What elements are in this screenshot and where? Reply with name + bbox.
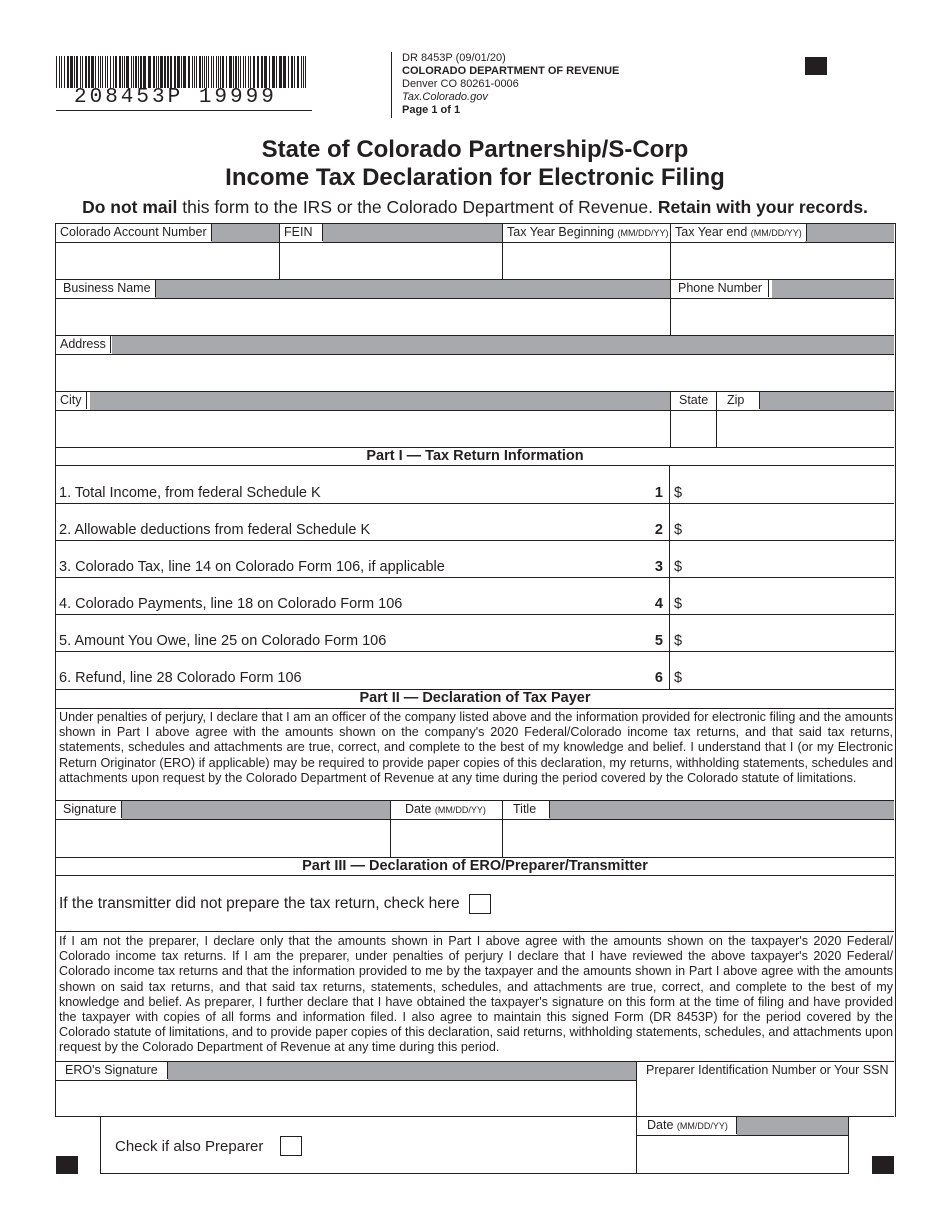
phone-number-label: Phone Number <box>671 280 769 297</box>
business-name-label: Business Name <box>56 280 156 297</box>
ero-signature-label: ERO's Signature <box>56 1062 168 1079</box>
state-input[interactable] <box>671 411 715 447</box>
part1-line-4-number: 4 <box>654 596 663 612</box>
preparer-id-label: Preparer Identification Number or Your SSN <box>646 1063 889 1077</box>
part1-line-3-number: 3 <box>654 559 663 575</box>
also-preparer-label: Check if also Preparer <box>115 1138 264 1155</box>
signature-input[interactable] <box>56 820 389 856</box>
part1-line-6-dollar: $ <box>674 670 683 686</box>
part1-line-1-label: 1. Total Income, from federal Schedule K <box>59 485 321 501</box>
form-id: DR 8453P (09/01/20) <box>402 52 506 64</box>
part1-line-4-input[interactable] <box>686 578 893 614</box>
account-number-label: Colorado Account Number <box>56 224 212 241</box>
tax-year-end-label: Tax Year end (MM/DD/YY) <box>671 224 807 241</box>
part1-line-5-input[interactable] <box>686 615 893 651</box>
title-line-2: Income Tax Declaration for Electronic Filing <box>225 164 725 191</box>
department-address: Denver CO 80261-0006 <box>402 78 519 90</box>
date-label: Date (MM/DD/YY) <box>391 801 503 818</box>
page-title <box>0 136 950 192</box>
part1-line-5-dollar: $ <box>674 633 683 649</box>
zip-label: Zip <box>717 392 760 409</box>
part1-line-4-label: 4. Colorado Payments, line 18 on Colorado Form 106 <box>59 596 403 612</box>
part2-title: Part II — Declaration of Tax Payer <box>359 690 591 706</box>
signature-label: Signature <box>56 801 122 818</box>
part3-title: Part III — Declaration of ERO/Preparer/Transmitter <box>302 858 648 874</box>
also-preparer-checkbox[interactable] <box>280 1136 302 1156</box>
fein-input[interactable] <box>280 243 501 278</box>
part1-line-2-label: 2. Allowable deductions from federal Schedule K <box>59 522 371 538</box>
title-label: Title <box>503 801 550 818</box>
registration-mark-bottom-right <box>872 1156 894 1174</box>
zip-input[interactable] <box>717 411 893 447</box>
fein-label: FEIN <box>280 224 323 241</box>
preparer-id-input[interactable] <box>637 1081 893 1116</box>
page-number: Page 1 of 1 <box>402 104 461 116</box>
address-label: Address <box>56 336 111 353</box>
barcode <box>56 54 312 112</box>
instruction-bold-2: Retain with your records. <box>657 197 868 217</box>
instruction-bold-1: Do not mail <box>82 197 178 217</box>
part1-line-1-number: 1 <box>654 485 663 501</box>
part1-line-6-input[interactable] <box>686 652 893 688</box>
part1-title: Part I — Tax Return Information <box>366 448 584 464</box>
transmitter-check-label: If the transmitter did not prepare the tax return, check here <box>59 895 460 912</box>
part1-line-3-input[interactable] <box>686 541 893 577</box>
barcode-number: 208453P 19999 <box>74 86 277 109</box>
title-line-1: State of Colorado Partnership/S-Corp <box>261 136 689 163</box>
instruction-line <box>0 197 950 218</box>
tax-year-beginning-input[interactable] <box>503 243 669 278</box>
date-input[interactable] <box>391 820 501 856</box>
part1-line-1-input[interactable] <box>686 467 893 503</box>
transmitter-checkbox[interactable] <box>469 894 491 914</box>
tax-year-beginning-label: Tax Year Beginning (MM/DD/YY) <box>503 224 669 241</box>
preparer-date-input[interactable] <box>637 1136 847 1172</box>
part1-line-2-input[interactable] <box>686 504 893 540</box>
part1-line-2-number: 2 <box>654 522 663 538</box>
city-input[interactable] <box>56 411 669 447</box>
part1-line-1-dollar: $ <box>674 485 683 501</box>
business-name-input[interactable] <box>56 299 669 335</box>
part1-line-4-dollar: $ <box>674 596 683 612</box>
part2-declaration-text: Under penalties of perjury, I declare that I am an officer of the company listed above and the information provided for electronic filing and the amounts shown in Part I above agree with the amounts shown on the company's 2020 Federal/Colorado income tax returns, and that said tax returns, statements, schedules and attachments are true, correct, and complete to the best of my knowledge and belief. I understand that I (or my Electronic Return Originator (ERO) if applicable) may be required to provide paper copies of this declaration, my returns, withholding statements, schedules and attachments upon request by the Colorado Department of Revenue at any time during the period covered by the Colorado statute of limitations. <box>59 710 893 785</box>
part1-line-6-label: 6. Refund, line 28 Colorado Form 106 <box>59 670 302 686</box>
address-input[interactable] <box>56 355 893 391</box>
state-label: State <box>671 392 719 409</box>
registration-mark-top-right <box>805 57 827 75</box>
form-header-info <box>391 52 632 118</box>
part3-declaration-text: If I am not the preparer, I declare only that the amounts shown in Part I above agree with the amounts shown on the taxpayer's 2020 Federal/ Colorado income tax returns. If I am the preparer, under penalties of perjury I declare that I have reviewed the above taxpayer's 2020 Federal/ Colorado income tax returns and that the information provided to me by the taxpayer and the amounts shown in Part I above agree with the amounts shown on said tax returns, and that said tax returns, statements, schedules, and attachments are true, correct, and complete to the best of my knowledge and belief. As preparer, I further declare that I have obtained the taxpayer's signature on this form at the time of filing and have provided the taxpayer with copies of all forms and information filed. I also agree to maintain this signed Form (DR 8453P) for the period covered by the Colorado statute of limitations, and to provide paper copies of this declaration, said returns, withholding statements, schedules, and attachments upon request by the Colorado Department of Revenue at any time during this period. <box>59 934 893 1055</box>
title-input[interactable] <box>503 820 893 856</box>
part1-line-3-dollar: $ <box>674 559 683 575</box>
phone-number-input[interactable] <box>671 299 893 335</box>
part1-line-2-dollar: $ <box>674 522 683 538</box>
part1-line-5-number: 5 <box>654 633 663 649</box>
part1-line-5-label: 5. Amount You Owe, line 25 on Colorado Form 106 <box>59 633 387 649</box>
registration-mark-bottom-left <box>56 1156 78 1174</box>
part1-line-6-number: 6 <box>654 670 663 686</box>
barcode-bars <box>56 56 310 88</box>
ero-signature-input[interactable] <box>56 1081 635 1116</box>
department-name: COLORADO DEPARTMENT OF REVENUE <box>402 65 620 77</box>
city-label: City <box>56 392 87 409</box>
tax-year-end-input[interactable] <box>671 243 893 278</box>
department-website: Tax.Colorado.gov <box>402 91 488 103</box>
account-number-input[interactable] <box>56 243 278 278</box>
preparer-date-label: Date (MM/DD/YY) <box>641 1117 737 1134</box>
part1-line-3-label: 3. Colorado Tax, line 14 on Colorado Form 106, if applicable <box>59 559 445 575</box>
instruction-text: this form to the IRS or the Colorado Department of Revenue. <box>177 197 658 217</box>
